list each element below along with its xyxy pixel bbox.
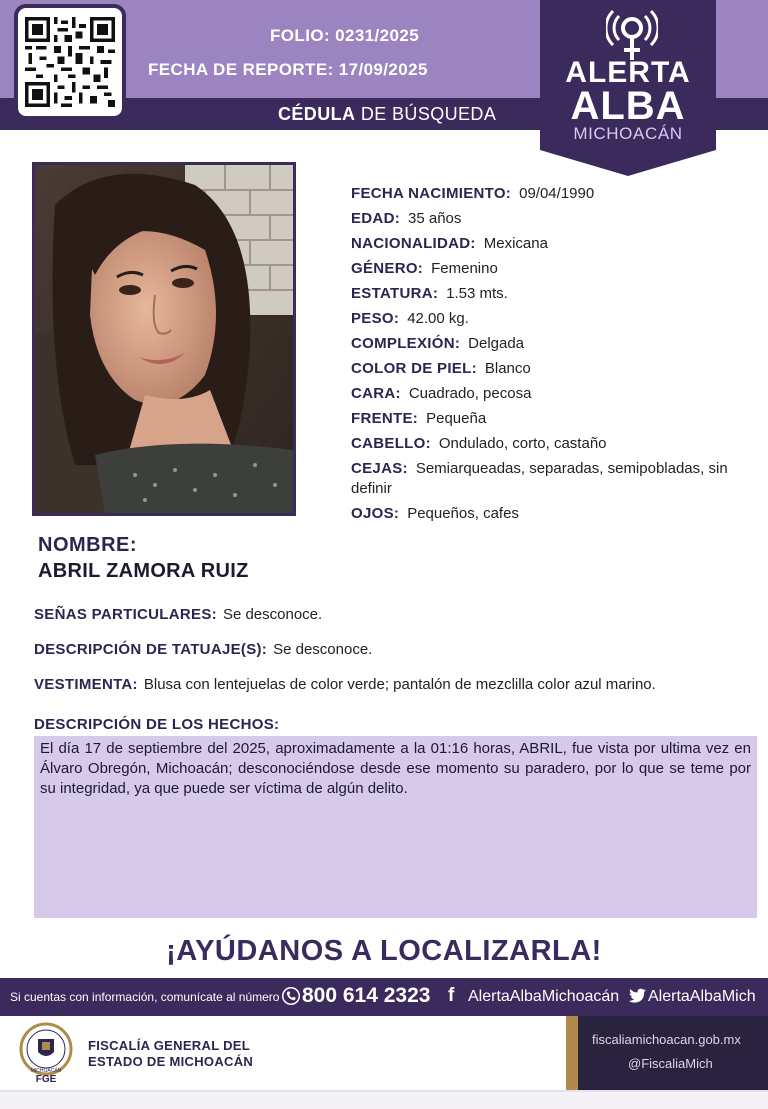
hechos-label: DESCRIPCIÓN DE LOS HECHOS: bbox=[34, 716, 280, 733]
badge-line-alba: ALBA bbox=[570, 84, 686, 128]
footer bbox=[0, 1016, 768, 1090]
badge-line-alerta: ALERTA bbox=[565, 56, 691, 89]
field-edad: EDAD: 35 años bbox=[351, 210, 462, 227]
footer-gold-stripe bbox=[566, 1016, 578, 1090]
call-to-action: ¡AYÚDANOS A LOCALIZARLA! bbox=[166, 935, 602, 967]
fiscalia-twitter[interactable]: @FiscaliaMich bbox=[628, 1056, 713, 1071]
field-peso: PESO: 42.00 kg. bbox=[351, 310, 469, 327]
venus-signal-icon bbox=[606, 8, 658, 60]
field-frente: FRENTE: Pequeña bbox=[351, 410, 487, 427]
qr-code[interactable] bbox=[14, 4, 126, 120]
website-link[interactable]: fiscaliamichoacan.gob.mx bbox=[592, 1032, 741, 1047]
facebook-icon: f bbox=[448, 985, 455, 1006]
portrait-image bbox=[35, 165, 293, 513]
facebook-handle[interactable]: AlertaAlbaMichoacán bbox=[468, 988, 620, 1005]
badge-line-michoacan: MICHOACÁN bbox=[573, 124, 683, 143]
field-color-piel: COLOR DE PIEL: Blanco bbox=[351, 360, 531, 377]
field-cara: CARA: Cuadrado, pecosa bbox=[351, 385, 532, 402]
cedula-title: CÉDULA DE BÚSQUEDA bbox=[278, 104, 497, 124]
field-complexion: COMPLEXIÓN: Delgada bbox=[351, 335, 525, 352]
bottom-strip bbox=[0, 1090, 768, 1109]
field-estatura: ESTATURA: 1.53 mts. bbox=[351, 285, 508, 302]
twitter-handle[interactable]: AlertaAlbaMich bbox=[648, 988, 756, 1005]
folio-number: FOLIO: 0231/2025 bbox=[270, 26, 420, 45]
missing-person-photo bbox=[32, 162, 296, 516]
descripcion-tatuajes: DESCRIPCIÓN DE TATUAJE(S): Se desconoce. bbox=[34, 641, 373, 658]
hechos-description: El día 17 de septiembre del 2025, aproximadamente a la 01:16 horas, ABRIL, fue vista por ultima vez en Álvaro Obregón, Michoacán; desconociéndose desde ese momento su paradero, por lo que se teme por su integridad, ya que puede ser víctima de algún delito. bbox=[34, 736, 757, 918]
seal-fge-text: FGE bbox=[35, 1074, 57, 1084]
contact-phone[interactable]: 800 614 2323 bbox=[302, 984, 431, 1007]
phone-icon bbox=[282, 987, 300, 1005]
footer-contact-panel bbox=[578, 1016, 768, 1090]
name-label: NOMBRE: bbox=[38, 534, 138, 556]
field-ojos: OJOS: Pequeños, cafes bbox=[351, 505, 519, 522]
person-name: ABRIL ZAMORA RUIZ bbox=[38, 560, 249, 582]
twitter-icon bbox=[628, 988, 646, 1004]
qr-code-icon bbox=[25, 15, 115, 109]
alerta-alba-badge bbox=[540, 0, 716, 176]
physical-description bbox=[351, 181, 751, 526]
field-fecha-nacimiento: FECHA NACIMIENTO: 09/04/1990 bbox=[351, 185, 595, 202]
field-cejas: CEJAS: Semiarqueadas, separadas, semipobladas, sin definir bbox=[351, 460, 728, 497]
agency-name: FISCALÍA GENERAL DEL ESTADO DE MICHOACÁN bbox=[88, 1038, 254, 1069]
report-date: FECHA DE REPORTE: 17/09/2025 bbox=[148, 60, 428, 79]
field-genero: GÉNERO: Femenino bbox=[351, 260, 498, 277]
field-nacionalidad: NACIONALIDAD: Mexicana bbox=[351, 235, 548, 252]
field-cabello: CABELLO: Ondulado, corto, castaño bbox=[351, 435, 607, 452]
senas-particulares: SEÑAS PARTICULARES: Se desconoce. bbox=[34, 606, 323, 623]
fge-seal-logo bbox=[16, 1022, 76, 1084]
vestimenta: VESTIMENTA: Blusa con lentejuelas de color verde; pantalón de mezclilla color azul marino. bbox=[34, 676, 656, 693]
seal-sub-text: MICHOACÁN bbox=[30, 1068, 62, 1074]
contact-text: Si cuentas con información, comunícate al número bbox=[10, 990, 280, 1004]
contact-bar bbox=[0, 978, 768, 1016]
